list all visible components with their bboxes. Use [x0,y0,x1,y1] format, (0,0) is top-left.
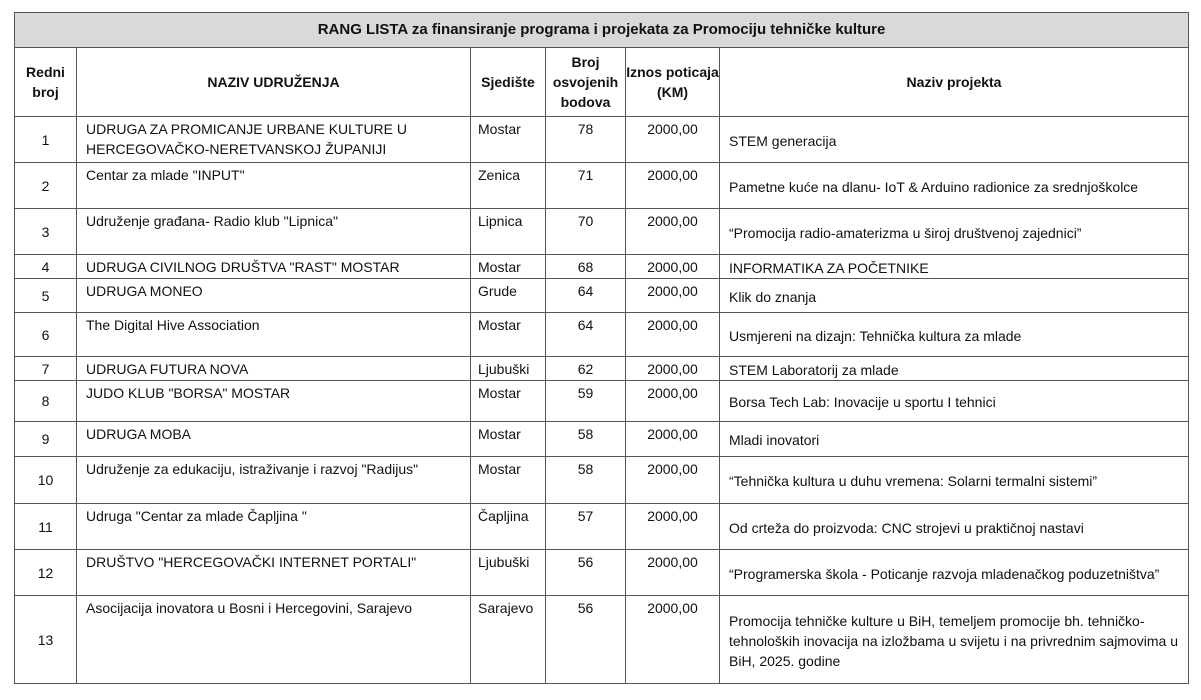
table-header-row [15,48,1189,117]
association-name: Asocijacija inovatora u Bosni i Hercegovini, Sarajevo [77,596,471,684]
header-seat: Sjedište [471,48,546,117]
points: 56 [546,550,626,596]
points: 78 [546,117,626,163]
project-name: Mladi inovatori [720,422,1189,457]
project-name: Pametne kuće na dlanu- IoT & Arduino radionice za srednjoškolce [720,163,1189,209]
seat: Lipnica [471,209,546,255]
ranking-table [14,12,1189,684]
project-name: Borsa Tech Lab: Inovacije u sportu I tehnici [720,381,1189,422]
amount: 2000,00 [626,163,720,209]
seat: Sarajevo [471,596,546,684]
row-num: 8 [15,381,77,422]
amount: 2000,00 [626,117,720,163]
row-num: 7 [15,357,77,381]
seat: Zenica [471,163,546,209]
amount: 2000,00 [626,550,720,596]
seat: Mostar [471,117,546,163]
table-row [15,422,1189,457]
amount: 2000,00 [626,357,720,381]
header-points: Broj osvojenih bodova [546,48,626,117]
row-num: 10 [15,457,77,504]
points: 70 [546,209,626,255]
project-name: “Tehnička kultura u duhu vremena: Solarni termalni sistemi” [720,457,1189,504]
points: 64 [546,313,626,357]
association-name: Centar za mlade "INPUT" [77,163,471,209]
table-row [15,596,1189,684]
association-name: JUDO KLUB "BORSA" MOSTAR [77,381,471,422]
table-title: RANG LISTA za finansiranje programa i projekata za Promociju tehničke kulture [15,13,1189,48]
project-name: STEM generacija [720,117,1189,163]
row-num: 1 [15,117,77,163]
seat: Ljubuški [471,357,546,381]
project-name: INFORMATIKA ZA POČETNIKE [720,255,1189,279]
association-name: Udruženje građana- Radio klub "Lipnica" [77,209,471,255]
seat: Mostar [471,313,546,357]
table-row [15,550,1189,596]
amount: 2000,00 [626,504,720,550]
association-name: UDRUGA ZA PROMICANJE URBANE KULTURE U HERCEGOVAČKO-NERETVANSKOJ ŽUPANIJI [77,117,471,163]
header-amount: Iznos poticaja (KM) [626,48,720,117]
association-name: UDRUGA CIVILNOG DRUŠTVA "RAST" MOSTAR [77,255,471,279]
association-name: UDRUGA MONEO [77,279,471,313]
amount: 2000,00 [626,457,720,504]
points: 62 [546,357,626,381]
amount: 2000,00 [626,313,720,357]
seat: Mostar [471,457,546,504]
association-name: DRUŠTVO "HERCEGOVAČKI INTERNET PORTALI" [77,550,471,596]
seat: Grude [471,279,546,313]
table-row [15,457,1189,504]
seat: Ljubuški [471,550,546,596]
points: 64 [546,279,626,313]
amount: 2000,00 [626,596,720,684]
row-num: 9 [15,422,77,457]
ranking-document [14,12,1188,692]
amount: 2000,00 [626,255,720,279]
row-num: 11 [15,504,77,550]
points: 68 [546,255,626,279]
header-name: NAZIV UDRUŽENJA [77,48,471,117]
association-name: Udruženje za edukaciju, istraživanje i razvoj "Radijus" [77,457,471,504]
association-name: The Digital Hive Association [77,313,471,357]
amount: 2000,00 [626,381,720,422]
points: 58 [546,422,626,457]
row-num: 12 [15,550,77,596]
table-title-row [15,13,1189,48]
project-name: “Programerska škola - Poticanje razvoja mladenačkog poduzetništva” [720,550,1189,596]
project-name: Od crteža do proizvoda: CNC strojevi u praktičnoj nastavi [720,504,1189,550]
table-row [15,209,1189,255]
amount: 2000,00 [626,279,720,313]
association-name: UDRUGA FUTURA NOVA [77,357,471,381]
project-name: Usmjereni na dizajn: Tehnička kultura za mlade [720,313,1189,357]
seat: Mostar [471,422,546,457]
points: 57 [546,504,626,550]
seat: Mostar [471,381,546,422]
points: 58 [546,457,626,504]
points: 71 [546,163,626,209]
points: 59 [546,381,626,422]
row-num: 6 [15,313,77,357]
points: 56 [546,596,626,684]
association-name: UDRUGA MOBA [77,422,471,457]
project-name: STEM Laboratorij za mlade [720,357,1189,381]
row-num: 4 [15,255,77,279]
amount: 2000,00 [626,422,720,457]
row-num: 13 [15,596,77,684]
table-row [15,504,1189,550]
table-row [15,163,1189,209]
amount: 2000,00 [626,209,720,255]
table-row [15,357,1189,381]
table-row [15,313,1189,357]
header-project: Naziv projekta [720,48,1189,117]
project-name: Klik do znanja [720,279,1189,313]
table-row [15,117,1189,163]
row-num: 2 [15,163,77,209]
header-num: Redni broj [15,48,77,117]
row-num: 5 [15,279,77,313]
seat: Čapljina [471,504,546,550]
table-row [15,279,1189,313]
project-name: Promocija tehničke kulture u BiH, temeljem promocije bh. tehničko-tehnoloških inovacija na izložbama u svijetu i na privrednim sajmovima u BiH, 2025. godine [720,596,1189,684]
table-row [15,255,1189,279]
association-name: Udruga "Centar za mlade Čapljina " [77,504,471,550]
row-num: 3 [15,209,77,255]
seat: Mostar [471,255,546,279]
project-name: “Promocija radio-amaterizma u široj društvenoj zajednici” [720,209,1189,255]
table-row [15,381,1189,422]
